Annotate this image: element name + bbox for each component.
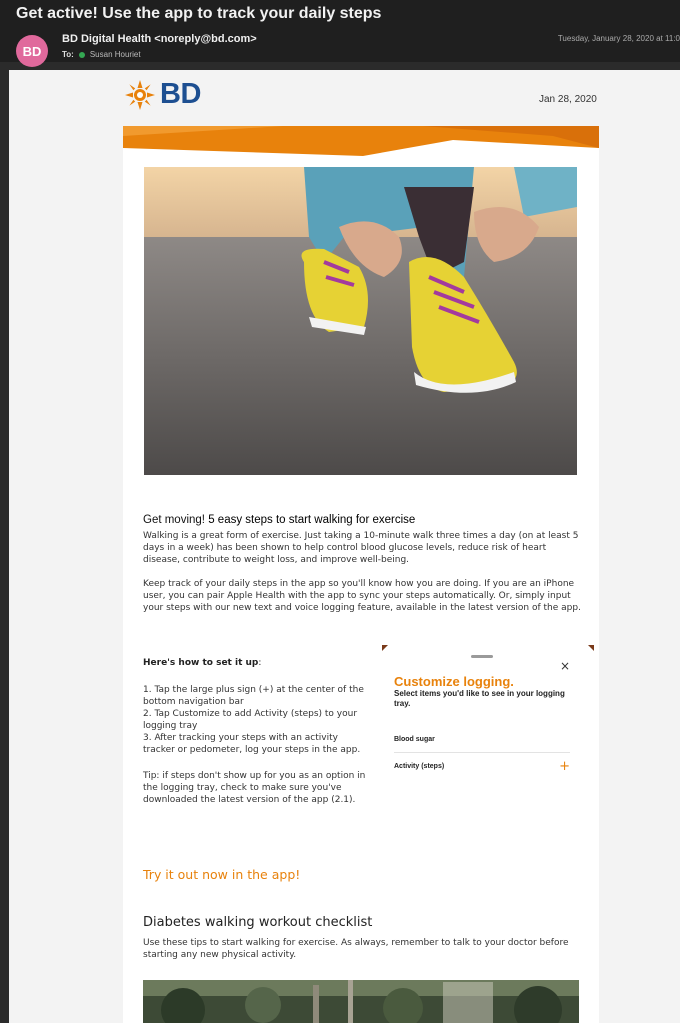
- plus-icon[interactable]: +: [559, 758, 570, 774]
- howto-title-text: Here's how to set it up: [143, 658, 259, 668]
- mail-date: Tuesday, January 28, 2020 at 11:0: [557, 34, 680, 43]
- step-item: 1. Tap the large plus sign (+) at the center of the bottom navigation bar: [143, 685, 364, 707]
- tray-corner-marker-right: [584, 645, 594, 655]
- email-date: Jan 28, 2020: [539, 94, 597, 105]
- mail-subject: Get active! Use the app to track your daily steps: [16, 5, 382, 22]
- email-body: [9, 70, 680, 1023]
- tray-title: Customize logging.: [394, 674, 514, 689]
- close-icon[interactable]: ×: [560, 659, 571, 673]
- headline-strong: 5 easy steps to start walking for exercise: [208, 514, 416, 526]
- tray-drag-handle[interactable]: [471, 655, 493, 658]
- sender-address[interactable]: BD Digital Health <noreply@bd.com>: [62, 33, 257, 45]
- bd-logo[interactable]: [125, 78, 201, 111]
- tip-text: Tip: if steps don't show up for you as an option in the logging tray, check to make sure you've downloaded the latest version of the app (2.1).: [143, 771, 366, 805]
- tracking-paragraph: Keep track of your daily steps in the app so you'll know how you are doing. If you are an iPhone user, you can pair Apple Health with the app to sync your steps automatically. Or, simply input your steps with our new text and voice logging feature, available in the latest version of the app.: [143, 579, 581, 613]
- intro-paragraph: Walking is a great form of exercise. Just taking a 10-minute walk three times a day (on at least 5 days in a week) has been shown to help control blood glucose levels, reduce risk of heart disease, contribute to weight loss, and improve well-being.: [143, 531, 579, 565]
- checklist-title: Diabetes walking workout checklist: [143, 915, 373, 930]
- sender-avatar[interactable]: BD: [16, 35, 48, 67]
- recipient-line: [62, 50, 141, 59]
- to-label: To:: [62, 50, 74, 59]
- tray-item-activity-steps[interactable]: [394, 753, 570, 779]
- headline-lead: Get moving!: [143, 514, 209, 526]
- howto-title: [143, 658, 371, 668]
- tray-item-blood-sugar[interactable]: [394, 727, 570, 753]
- recipient-name[interactable]: Susan Houriet: [89, 50, 141, 59]
- article-intro: [143, 514, 583, 626]
- mail-header: [0, 0, 680, 62]
- tray-subtitle: Select items you'd like to see in your logging tray.: [394, 689, 565, 708]
- step-item: 2. Tap Customize to add Activity (steps) to your logging tray: [143, 709, 358, 731]
- online-status-icon: [79, 52, 85, 58]
- hero-sneaker-photo: [144, 167, 577, 475]
- bd-sunburst-icon: [125, 80, 155, 110]
- step-item: 3. After tracking your steps with an activity tracker or pedometer, log your steps in the app.: [143, 733, 361, 755]
- checklist-intro: Use these tips to start walking for exercise. As always, remember to talk to your doctor before starting any new physical activity.: [143, 938, 569, 960]
- try-in-app-link[interactable]: Try it out now in the app!: [143, 867, 301, 882]
- tray-item-label: Blood sugar: [394, 736, 435, 743]
- howto-title-colon: :: [258, 658, 262, 668]
- tray-item-label: Activity (steps): [394, 762, 445, 770]
- logging-tray-preview: [382, 645, 594, 825]
- howto-section: [143, 658, 371, 806]
- tray-corner-marker-left: [382, 645, 392, 655]
- orange-banner: [123, 126, 599, 162]
- trail-photo: [143, 980, 579, 1023]
- logo-wordmark: BD: [160, 78, 201, 110]
- article-headline: [143, 514, 583, 526]
